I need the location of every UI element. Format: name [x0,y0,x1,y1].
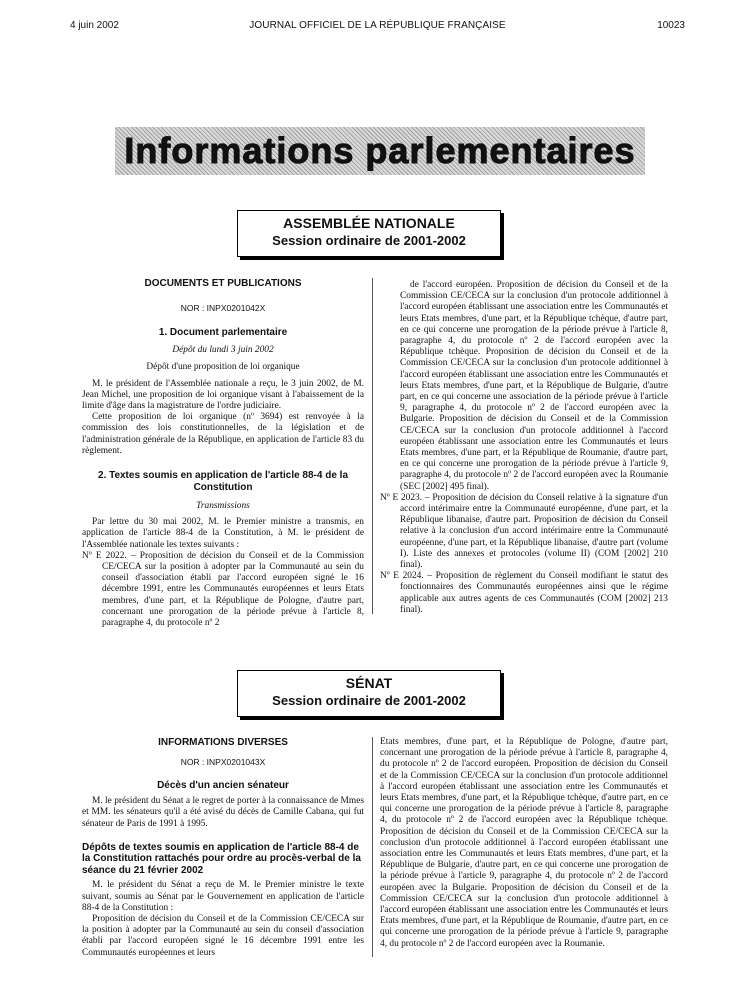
item-e2024: Nº E 2024. – Proposition de règlement du Conseil modifiant le statut des fonctionnaires des Communautés européennes ainsi que le régime applicable aux autres agents de ces Communautés (COM [2002] 213 final). [380,571,668,615]
assemblee-right-column [380,280,668,616]
running-header [70,20,685,34]
senat-left-column [82,737,364,959]
document-parlementaire-heading: 1. Document parlementaire [158,327,288,339]
depots-paragraph-2-continued: Etats membres, d'une part, et la République de Pologne, d'autre part, concernant une prorogation de la période prévue à l'article 8, paragraphe 4, du protocole nº 2 de l'accord européen. Proposition de décision du Conseil et de la Commission CE/CECA sur la conclusion d'un protocole additionnel à l'accord européen établissant une association entre les Communautés et leurs Etats membres, d'une part, et la République tchèque, d'autre part, en ce qui concerne une prorogation de la période prévue à l'article 8, paragraphe 4, du protocole nº 2 de l'accord européen avec la République tchèque. Proposition de décision du Conseil et de la Commission CE/CECA sur la conclusion d'un protocole additionnel à l'accord européen établissant une association entre les Communautés et leurs Etats membres, d'une part, et la République de Bulgarie, d'autre part, en ce qui concerne une prorogation de la période prévue à l'article 9, paragraphe 4, du protocole nº 2 de l'accord européen avec la Bulgarie. Proposition de décision du Conseil et de la Commission CE/CECA sur la conclusion d'un protocole additionnel à l'accord européen établissant une association entre les Communautés et leurs Etats membres, d'une part, et la République de Roumanie, d'autre part, en ce qui concerne une prorogation de la période prévue à l'article 9, paragraphe 4, du protocole nº 2 de l'accord européen avec la Roumanie. [380,737,668,949]
depot-date: Dépôt du lundi 3 juin 2002 [172,345,274,356]
textes-soumis-heading: 2. Textes soumis en application de l'article 88-4 de la Constitution [97,470,349,494]
item-e2023: Nº E 2023. – Proposition de décision du Conseil relative à la signature d'un accord intérimaire entre la Communauté européenne, d'une part, et la République libanaise, d'autre part. Proposition de décision du Conseil relative à la conclusion d'un accord intérimaire entre la Communauté européenne, d'une part, et la République libanaise, d'autre part (volume I). Liste des annexes et protocoles (volume II) (COM [2002] 210 final). [380,492,668,571]
documents-heading: DOCUMENTS ET PUBLICATIONS [144,278,302,289]
depots-textes-heading: Dépôts de textes soumis en application de l'article 88-4 de la Constitution rattachés pour ordre au procès-verbal de la séance du 21 février 2002 [82,841,361,876]
senat-nor: NOR : INPX0201043X [180,757,266,767]
issue-date: 4 juin 2002 [70,20,119,31]
senat-right-column [380,737,668,950]
page-number: 10023 [657,20,685,31]
depot-paragraph-1: M. le président de l'Assemblée nationale a reçu, le 3 juin 2002, de M. Jean Michel, une proposition de loi organique visant à l'abaissement de la limite d'âge dans la magistrature de l'ordre judiciaire. [82,378,364,412]
depot-paragraph-2: Cette proposition de loi organique (nº 3694) est renvoyée à la commission des lois constitutionnelles, de la législation et de l'administration générale de la République, en application de l'article 83 du règlement. [82,412,364,456]
senat-title-box [237,670,501,717]
assemblee-title: ASSEMBLÉE NATIONALE [283,215,455,231]
senat-session: Session ordinaire de 2001-2002 [272,693,466,708]
assemblee-nor: NOR : INPX0201042X [180,303,266,313]
section-banner [115,127,645,175]
senat-column-divider [372,737,373,957]
senat-title: SÉNAT [345,675,393,691]
deces-paragraph: M. le président du Sénat a le regret de porter à la connaissance de Mmes et MM. les sénateurs qu'il a été avisé du décès de Camille Cabana, qui fut sénateur de Paris de 1991 à 1995. [82,796,364,829]
informations-diverses-heading: INFORMATIONS DIVERSES [158,737,288,748]
deces-heading: Décès d'un ancien sénateur [157,780,289,792]
journal-title: JOURNAL OFFICIEL DE LA RÉPUBLIQUE FRANÇAISE [249,20,506,31]
assemblee-session: Session ordinaire de 2001-2002 [272,233,466,248]
depot-subtitle: Dépôt d'une proposition de loi organique [146,362,300,373]
transmissions-paragraph: Par lettre du 30 mai 2002, M. le Premier ministre a transmis, en application de l'article 88-4 de la Constitution, à M. le président de l'Assemblée nationale les textes suivants : [82,517,364,550]
assemblee-left-column [82,278,364,629]
banner-title: Informations parlementaires [124,130,636,171]
item-e2022-continued: de l'accord européen. Proposition de décision du Conseil et de la Commission CE/CECA sur la conclusion d'un protocole additionnel à l'accord européen établissant une association entre les Communautés et leurs Etats membres, d'une part, et la République tchèque, d'autre part, en ce qui concerne une prorogation de la période prévue à l'article 8, paragraphe 4, du protocole nº 2 de l'accord européen avec la République tchèque. Proposition de décision du Conseil et de la Commission CE/CECA sur la conclusion d'un protocole additionnel à l'accord européen établissant une association entre les Communautés et leurs Etats membres, d'une part, et la République de Bulgarie, d'autre part, en ce qui concerne une association de la période prévue à l'article 9, paragraphe 4, du protocole nº 2 de l'accord européen avec la Bulgarie. Proposition de décision du Conseil et de la Commission CE/CECA sur la conclusion d'un protocole additionnel à l'accord européen établissant une association entre les Communautés et leurs Etats membres, d'une part, et la République de Roumanie, d'autre part, en ce qui concerne une prorogation de la période prévue à l'article 9, paragraphe 4, du protocole nº 2 de l'accord européen avec la Roumanie (SEC [2002] 495 final). [400,280,668,492]
depots-paragraph-1: M. le président du Sénat a reçu de M. le Premier ministre le texte suivant, soumis au Sénat par le Gouvernement en application de l'article 88-4 de la Constitution : [82,880,364,913]
depots-paragraph-2: Proposition de décision du Conseil et de la Commission CE/CECA sur la position à adopter par la Communauté au sein du conseil d'association établi par l'accord européen signé le 16 décembre 1991 entre les Communautés européennes et leurs [82,913,364,958]
assemblee-column-divider [372,278,373,614]
item-e2022: Nº E 2022. – Proposition de décision du Conseil et de la Commission CE/CECA sur la position à adopter par la Communauté au sein du conseil d'association établi par l'accord européen signé le 16 décembre 1991, entre les Communautés européennes et leurs Etats membres, d'une part, et la République de Pologne, d'autre part, concernant une prorogation de la période prévue à l'article 8, paragraphe 4, du protocole nº 2 [82,550,364,629]
transmissions-label: Transmissions [196,501,250,512]
assemblee-title-box [237,210,501,257]
